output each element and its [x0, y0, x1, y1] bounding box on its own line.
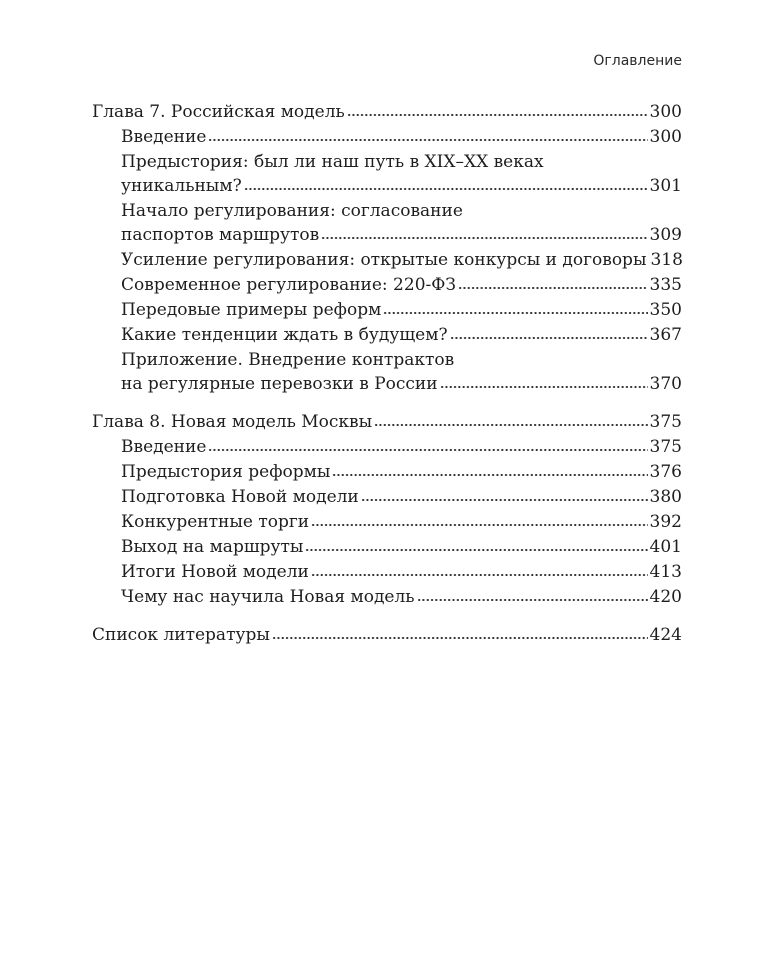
dot-leader [244, 186, 648, 192]
toc-entry-title: Итоги Новой модели [121, 562, 309, 582]
dot-leader [374, 422, 647, 428]
toc-entry-page: 301 [649, 176, 682, 196]
toc-entry-title: Конкурентные торги [121, 512, 310, 532]
toc-entry-page: 350 [649, 300, 682, 320]
toc-entry-page: 335 [649, 275, 682, 295]
dot-leader [332, 472, 647, 478]
dot-leader [321, 235, 647, 241]
dot-leader [361, 497, 648, 503]
toc-section[interactable] [92, 248, 682, 272]
toc-entry-title: Глава 7. Российская модель [92, 102, 345, 122]
toc-entry-page: 376 [649, 462, 682, 482]
toc-entry-title: Список литературы [92, 625, 270, 645]
toc-entry-title: Предыстория реформы [121, 462, 331, 482]
toc-entry-page: 420 [649, 587, 682, 607]
chapter-spacer [92, 610, 682, 623]
toc-entry-title: Выход на маршруты [121, 537, 304, 557]
toc-section[interactable] [92, 560, 682, 584]
toc-entry-page: 424 [649, 625, 682, 645]
dot-leader [311, 572, 648, 578]
dot-leader [272, 635, 648, 641]
toc-entry-title: Введение [121, 437, 207, 457]
toc-entry-page: 300 [649, 102, 682, 122]
dot-leader [458, 285, 648, 291]
dot-leader [440, 384, 648, 390]
dot-leader [208, 447, 647, 453]
toc-section[interactable] [92, 199, 682, 247]
toc-entry-page: 380 [649, 487, 682, 507]
toc-entry-title: Приложение. Внедрение контрактов [121, 350, 455, 370]
toc-entry-title: Какие тенденции ждать в будущем? [121, 325, 448, 345]
toc-section[interactable] [92, 435, 682, 459]
chapter-spacer [92, 397, 682, 410]
toc-chapter-7[interactable] [92, 100, 682, 124]
toc-entry-title: Передовые примеры реформ [121, 300, 382, 320]
toc-section[interactable] [92, 485, 682, 509]
toc-section[interactable] [92, 323, 682, 347]
toc-entry-page: 375 [649, 437, 682, 457]
table-of-contents [92, 100, 682, 648]
toc-entry-page: 367 [649, 325, 682, 345]
dot-leader [311, 522, 647, 528]
toc-entry-title: Введение [121, 127, 207, 147]
dot-leader [417, 597, 648, 603]
toc-section[interactable] [92, 298, 682, 322]
toc-chapter-8[interactable] [92, 410, 682, 434]
toc-section[interactable] [92, 510, 682, 534]
toc-section[interactable] [92, 348, 682, 396]
toc-entry-title-continued: уникальным? [121, 176, 242, 196]
toc-entry-title: Подготовка Новой модели [121, 487, 359, 507]
toc-entry-title: Предыстория: был ли наш путь в XIX–XX веках [121, 152, 544, 172]
toc-section[interactable] [92, 150, 682, 198]
running-header: Оглавление [593, 53, 682, 69]
toc-entry-page: 309 [649, 225, 682, 245]
toc-entry-page: 370 [649, 374, 682, 394]
dot-leader [305, 547, 647, 553]
toc-entry-page: 401 [649, 537, 682, 557]
toc-entry-title: Начало регулирования: согласование [121, 201, 463, 221]
toc-entry-title: Глава 8. Новая модель Москвы [92, 412, 373, 432]
toc-entry-title-continued: паспортов маршрутов [121, 225, 320, 245]
toc-entry-page: 318 [650, 250, 683, 270]
toc-entry-page: 413 [649, 562, 682, 582]
toc-entry-title: Современное регулирование: 220-ФЗ [121, 275, 456, 295]
dot-leader [208, 137, 647, 143]
toc-section[interactable] [92, 535, 682, 559]
dot-leader [383, 310, 647, 316]
dot-leader [450, 335, 648, 341]
toc-bibliography[interactable] [92, 623, 682, 647]
toc-entry-page: 392 [649, 512, 682, 532]
toc-entry-page: 375 [649, 412, 682, 432]
dot-leader [347, 112, 648, 118]
toc-section[interactable] [92, 273, 682, 297]
toc-entry-title-continued: на регулярные перевозки в России [121, 374, 438, 394]
toc-section[interactable] [92, 460, 682, 484]
toc-entry-page: 300 [649, 127, 682, 147]
toc-section[interactable] [92, 125, 682, 149]
toc-entry-title: Чему нас научила Новая модель [121, 587, 415, 607]
toc-section[interactable] [92, 585, 682, 609]
toc-entry-title: Усиление регулирования: открытые конкурсы и договоры [121, 250, 647, 270]
